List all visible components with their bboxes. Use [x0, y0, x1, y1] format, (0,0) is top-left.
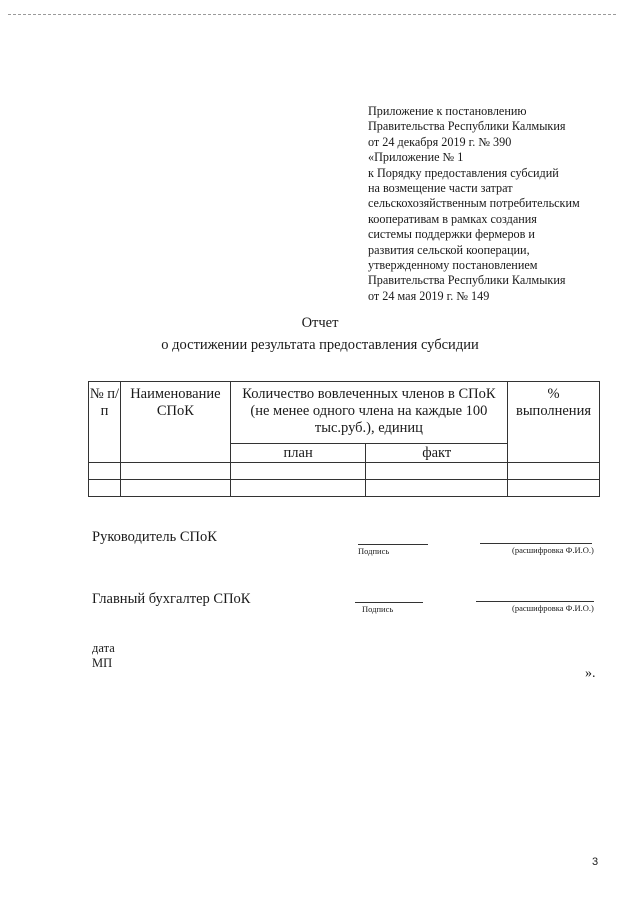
table-cell: [507, 480, 599, 497]
appendix-line: к Порядку предоставления субсидий: [368, 165, 559, 180]
appendix-line: Приложение к постановлению: [368, 104, 527, 118]
col-number-header: № п/п: [89, 382, 121, 463]
closing-quote: ».: [585, 666, 596, 681]
col-name-header: Наименование СПоК: [120, 382, 230, 463]
col-members-header: Количество вовлеченных членов в СПоК (не менее одного члена на каждые 100 тыс.руб.), единиц: [230, 382, 507, 444]
page-number: 3: [592, 856, 599, 868]
head-signature-label: Руководитель СПоК: [92, 529, 217, 545]
table-cell: [89, 480, 121, 497]
top-scan-edge: [8, 14, 616, 15]
appendix-line: утвержденному постановлением: [368, 258, 538, 273]
accountant-decoding-caption: (расшифровка Ф.И.О.): [512, 603, 594, 613]
table-cell: [507, 463, 599, 480]
table-cell: [120, 480, 230, 497]
appendix-line: от 24 мая 2019 г. № 149: [368, 288, 490, 303]
accountant-signature-line: [355, 602, 423, 603]
appendix-header: [368, 104, 580, 304]
table-cell: [230, 480, 366, 497]
appendix-line: системы поддержки фермеров и: [368, 227, 535, 242]
col-plan-header: план: [230, 444, 366, 463]
head-signature-line: [358, 544, 428, 545]
table-cell: [230, 463, 366, 480]
table-row: [89, 480, 600, 497]
table-cell: [366, 463, 508, 480]
report-table: [88, 381, 600, 497]
date-label: дата: [92, 641, 115, 655]
head-decoding-caption: (расшифровка Ф.И.О.): [512, 545, 594, 555]
appendix-line: Правительства Республики Калмыкия: [368, 273, 566, 288]
col-fact-header: факт: [366, 444, 508, 463]
col-percent-header: % выполнения: [507, 382, 599, 463]
appendix-line: «Приложение № 1: [368, 150, 464, 165]
appendix-line: кооперативам в рамках создания: [368, 211, 537, 226]
appendix-line: развития сельской кооперации,: [368, 242, 530, 257]
appendix-line: сельскохозяйственным потребительским: [368, 196, 580, 211]
table-cell: [366, 480, 508, 497]
appendix-line: на возмещение части затрат: [368, 181, 513, 196]
accountant-decoding-line: [476, 601, 594, 602]
table-header-row: [89, 382, 600, 444]
head-signature-caption: Подпись: [358, 546, 390, 556]
table-cell: [120, 463, 230, 480]
table-cell: [89, 463, 121, 480]
head-decoding-line: [480, 543, 592, 544]
appendix-line: от 24 декабря 2019 г. № 390: [368, 134, 512, 149]
report-subtitle: о достижении результата предоставления субсидии: [161, 337, 479, 353]
stamp-label: МП: [92, 656, 113, 670]
accountant-signature-label: Главный бухгалтер СПоК: [92, 591, 251, 607]
table-row: [89, 463, 600, 480]
accountant-signature-caption: Подпись: [362, 604, 394, 614]
appendix-line: Правительства Республики Калмыкия: [368, 119, 566, 134]
report-title: Отчет: [301, 315, 339, 331]
